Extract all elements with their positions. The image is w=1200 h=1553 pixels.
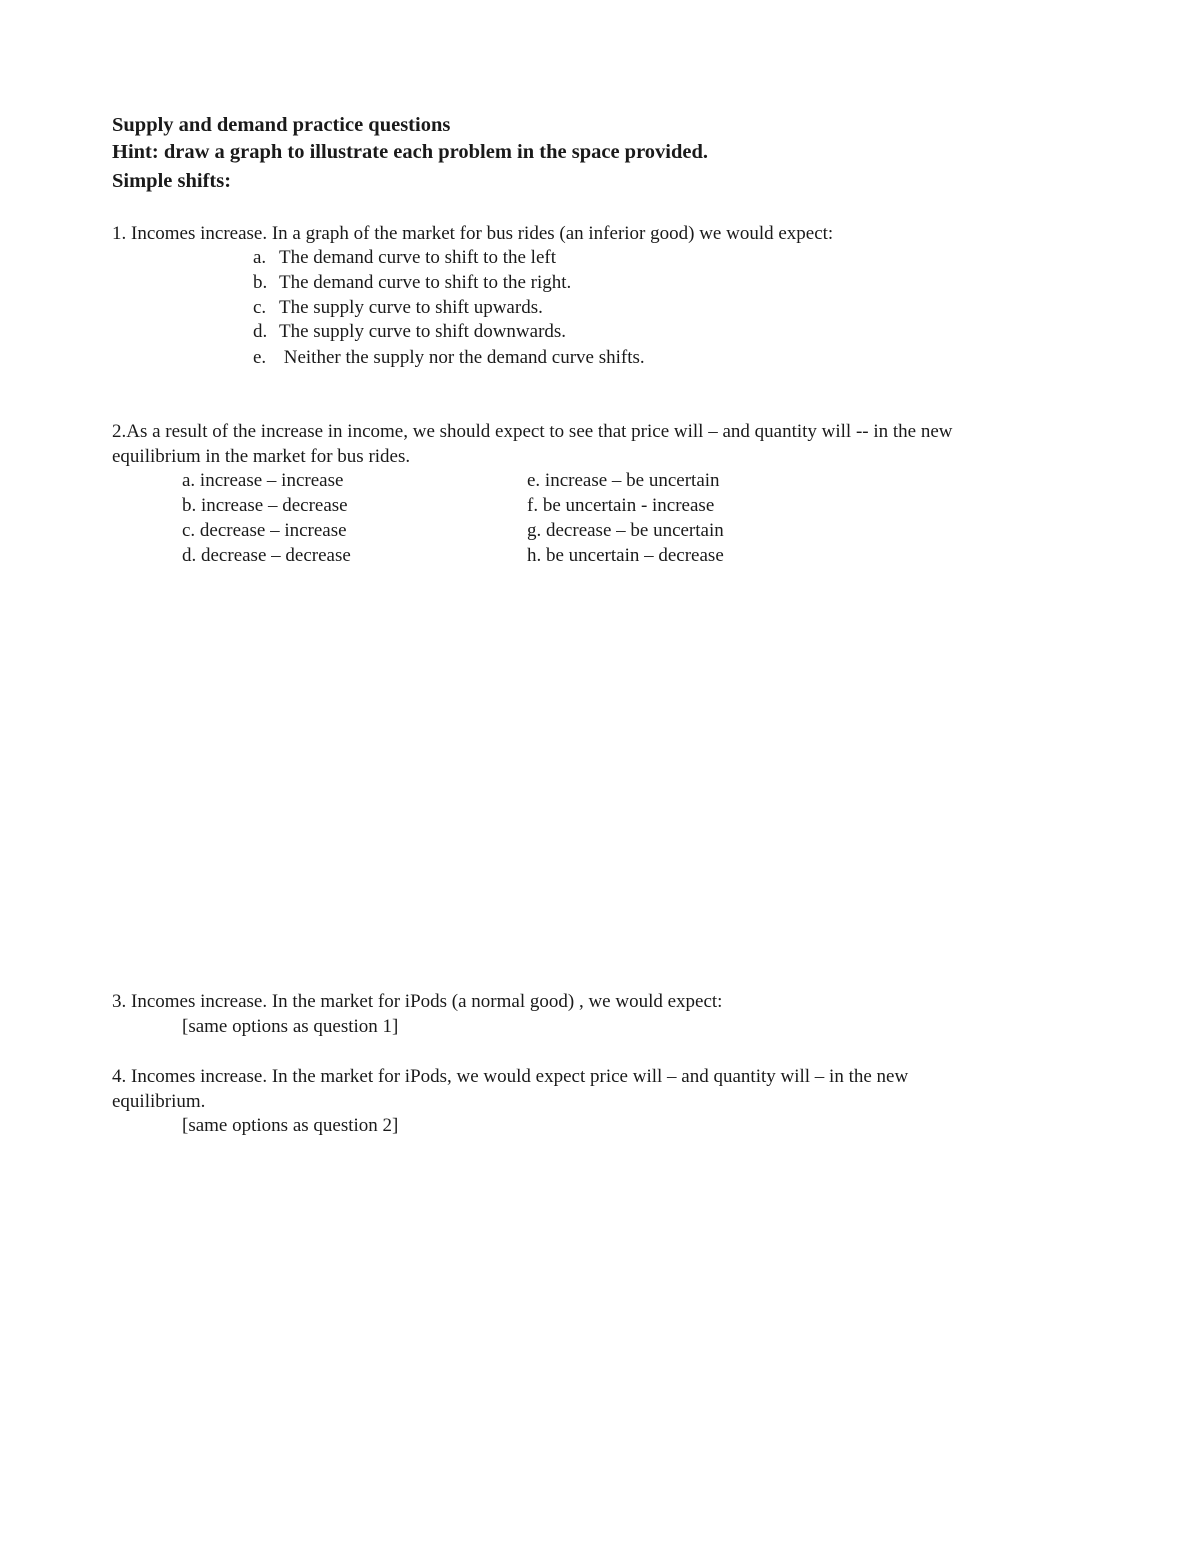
question-3-text: 3. Incomes increase. In the market for iPods (a normal good) , we would expect: xyxy=(112,991,723,1012)
question-3-note: [same options as question 1] xyxy=(182,1016,399,1037)
question-4-text-line-2: equilibrium. xyxy=(112,1091,206,1112)
option-letter: b. xyxy=(253,272,268,293)
question-4-text-line-1: 4. Incomes increase. In the market for iPods, we would expect price will – and quantity will – in the new xyxy=(112,1066,909,1087)
option-letter: a. xyxy=(253,247,267,268)
question-1-text: 1. Incomes increase. In a graph of the market for bus rides (an inferior good) we would expect: xyxy=(112,223,834,244)
option-text: The demand curve to shift to the right. xyxy=(279,272,572,293)
option-letter: c. xyxy=(253,297,267,318)
section-heading: Simple shifts: xyxy=(112,170,232,192)
question-2-text-line-2: equilibrium in the market for bus rides. xyxy=(112,446,411,467)
option-text: The supply curve to shift downwards. xyxy=(279,321,567,342)
option-letter: d. xyxy=(253,321,268,342)
question-1-option-e xyxy=(253,346,645,371)
question-4-note: [same options as question 2] xyxy=(182,1115,399,1136)
option-text: The supply curve to shift upwards. xyxy=(279,297,543,318)
question-2-option-f: f. be uncertain - increase xyxy=(527,495,715,516)
question-2-option-a: a. increase – increase xyxy=(182,470,344,491)
question-1-option-a xyxy=(253,246,556,271)
hint-text: Hint: draw a graph to illustrate each problem in the space provided. xyxy=(112,141,709,163)
question-1-option-b xyxy=(253,271,571,296)
question-1-option-d xyxy=(253,320,566,345)
question-2-option-h: h. be uncertain – decrease xyxy=(527,545,724,566)
option-text: The demand curve to shift to the left xyxy=(279,247,556,268)
question-1-option-c xyxy=(253,296,543,321)
option-text: Neither the supply nor the demand curve shifts. xyxy=(279,347,645,368)
document-title: Supply and demand practice questions xyxy=(112,114,451,136)
question-2-option-c: c. decrease – increase xyxy=(182,520,347,541)
option-letter: e. xyxy=(253,347,267,368)
question-2-option-e: e. increase – be uncertain xyxy=(527,470,720,491)
question-2-text-line-1: 2.As a result of the increase in income, we should expect to see that price will – and quantity will -- in the new xyxy=(112,421,953,442)
question-2-option-d: d. decrease – decrease xyxy=(182,545,351,566)
question-2-option-b: b. increase – decrease xyxy=(182,495,348,516)
question-2-option-g: g. decrease – be uncertain xyxy=(527,520,724,541)
